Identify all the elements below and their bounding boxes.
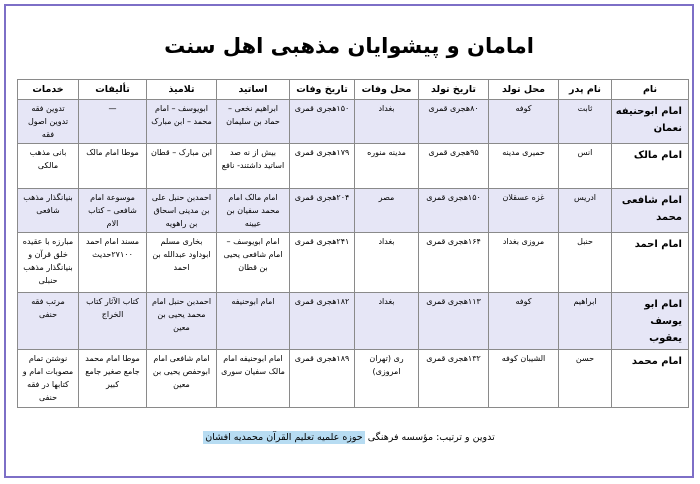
cell-name: امام شافعی محمد (612, 189, 689, 233)
cell-birthplace: مروزی بغداد (489, 233, 559, 293)
table-row (18, 233, 689, 293)
cell-father: ادریس (559, 189, 612, 233)
table-row (18, 350, 689, 408)
cell-deathdate: ۱۵۰هجری قمری (290, 100, 355, 144)
cell-birthplace: کوفه (489, 293, 559, 350)
cell-students: امام شافعی امام ابوحفص یحیی بن معین (147, 350, 217, 408)
header-students: تلامیذ (147, 80, 217, 100)
header-services: خدمات (18, 80, 79, 100)
cell-name: امام احمد (612, 233, 689, 293)
header-deathdate: تاریخ وفات (290, 80, 355, 100)
cell-students: بخاری مسلم ابوداود عبدالله بن احمد (147, 233, 217, 293)
cell-teachers: امام ابوحنیفه (217, 293, 290, 350)
cell-name: امام ابوحنیفه نعمان (612, 100, 689, 144)
cell-works: موطا امام مالک (79, 144, 147, 189)
header-deathplace: محل وفات (355, 80, 419, 100)
header-row (18, 80, 689, 100)
cell-students: ابویوسف – امام محمد – ابن مبارک (147, 100, 217, 144)
table-row (18, 293, 689, 350)
cell-teachers: امام ابوحنیفه امام مالک سفیان سوری (217, 350, 290, 408)
footer-credit (6, 432, 692, 443)
header-father: نام پدر (559, 80, 612, 100)
cell-birthplace: الشیبان کوفه (489, 350, 559, 408)
table-row (18, 144, 689, 189)
cell-birthdate: ۱۶۴هجری قمری (419, 233, 489, 293)
cell-birthplace: غزه عسقلان (489, 189, 559, 233)
cell-father: ثابت (559, 100, 612, 144)
cell-services: مبارزه با عقیده خلق قرآن و بنیانگذار مذهب حنبلی (18, 233, 79, 293)
cell-services: بنیانگذار مذهب شافعی (18, 189, 79, 233)
cell-deathdate: ۲۰۴هجری قمری (290, 189, 355, 233)
cell-deathdate: ۱۸۲هجری قمری (290, 293, 355, 350)
page-title: امامان و پیشوایان مذهبی اهل سنت (164, 34, 534, 58)
cell-father: حنبل (559, 233, 612, 293)
cell-works: موطا امام محمد جامع صغیر جامع کبیر (79, 350, 147, 408)
cell-birthdate: ۱۳۲هجری قمری (419, 350, 489, 408)
cell-birthdate: ۸۰هجری قمری (419, 100, 489, 144)
cell-students: احمدبن حنبل امام محمد یحیی بن معین (147, 293, 217, 350)
cell-services: مرتب فقه حنفی (18, 293, 79, 350)
cell-teachers: ابراهیم نخعی – حماد بن سلیمان (217, 100, 290, 144)
cell-birthdate: ۱۱۳هجری قمری (419, 293, 489, 350)
cell-deathplace: مصر (355, 189, 419, 233)
cell-services: تدوین فقه تدوین اصول فقه (18, 100, 79, 144)
cell-birthdate: ۹۵هجری قمری (419, 144, 489, 189)
cell-teachers: امام مالک امام محمد سفیان بن عیینه (217, 189, 290, 233)
cell-birthplace: حمیری مدینه (489, 144, 559, 189)
cell-works: کتاب الآثار کتاب الخراج (79, 293, 147, 350)
table-row (18, 189, 689, 233)
cell-deathplace: ری (تهران امروزی) (355, 350, 419, 408)
cell-birthplace: کوفه (489, 100, 559, 144)
cell-works: — (79, 100, 147, 144)
cell-name: امام ابو یوسف یعقوب (612, 293, 689, 350)
cell-deathplace: مدینه منوره (355, 144, 419, 189)
cell-deathplace: بغداد (355, 233, 419, 293)
cell-father: حسن (559, 350, 612, 408)
header-birthplace: محل تولد (489, 80, 559, 100)
cell-deathdate: ۱۸۹هجری قمری (290, 350, 355, 408)
cell-teachers: امام ابویوسف – امام شافعی یحیی بن قطان (217, 233, 290, 293)
cell-works: مسند امام احمد ۲۷۱۰۰حدیث (79, 233, 147, 293)
imams-table (17, 79, 689, 408)
cell-birthdate: ۱۵۰هجری قمری (419, 189, 489, 233)
cell-deathplace: بغداد (355, 293, 419, 350)
header-name: نام (612, 80, 689, 100)
cell-father: انس (559, 144, 612, 189)
cell-services: نوشتن تمام مصوبات امام و کتابها در فقه حنفی (18, 350, 79, 408)
cell-name: امام محمد (612, 350, 689, 408)
cell-father: ابراهیم (559, 293, 612, 350)
cell-name: امام مالک (612, 144, 689, 189)
cell-teachers: بیش از نه صد اساتید داشتند- نافع (217, 144, 290, 189)
page-frame (4, 4, 694, 478)
header-works: تألیفات (79, 80, 147, 100)
header-birthdate: تاریخ تولد (419, 80, 489, 100)
cell-services: بانی مذهب مالکی (18, 144, 79, 189)
table-body (18, 100, 689, 408)
footer-prefix: تدوین و ترتیب: مؤسسه فرهنگی (367, 432, 495, 443)
cell-deathdate: ۲۴۱هجری قمری (290, 233, 355, 293)
header-teachers: اساتید (217, 80, 290, 100)
footer-highlight: حوزه علمیه تعلیم القرآن محمدیه افشان (205, 432, 363, 443)
cell-students: ابن مبارک – قطان (147, 144, 217, 189)
cell-deathdate: ۱۷۹هجری قمری (290, 144, 355, 189)
cell-students: احمدبن حنبل علی بن مدینی اسحاق بن راهویه (147, 189, 217, 233)
cell-deathplace: بغداد (355, 100, 419, 144)
cell-works: موسوعة امام شافعی – کتاب الام (79, 189, 147, 233)
table-row (18, 100, 689, 144)
